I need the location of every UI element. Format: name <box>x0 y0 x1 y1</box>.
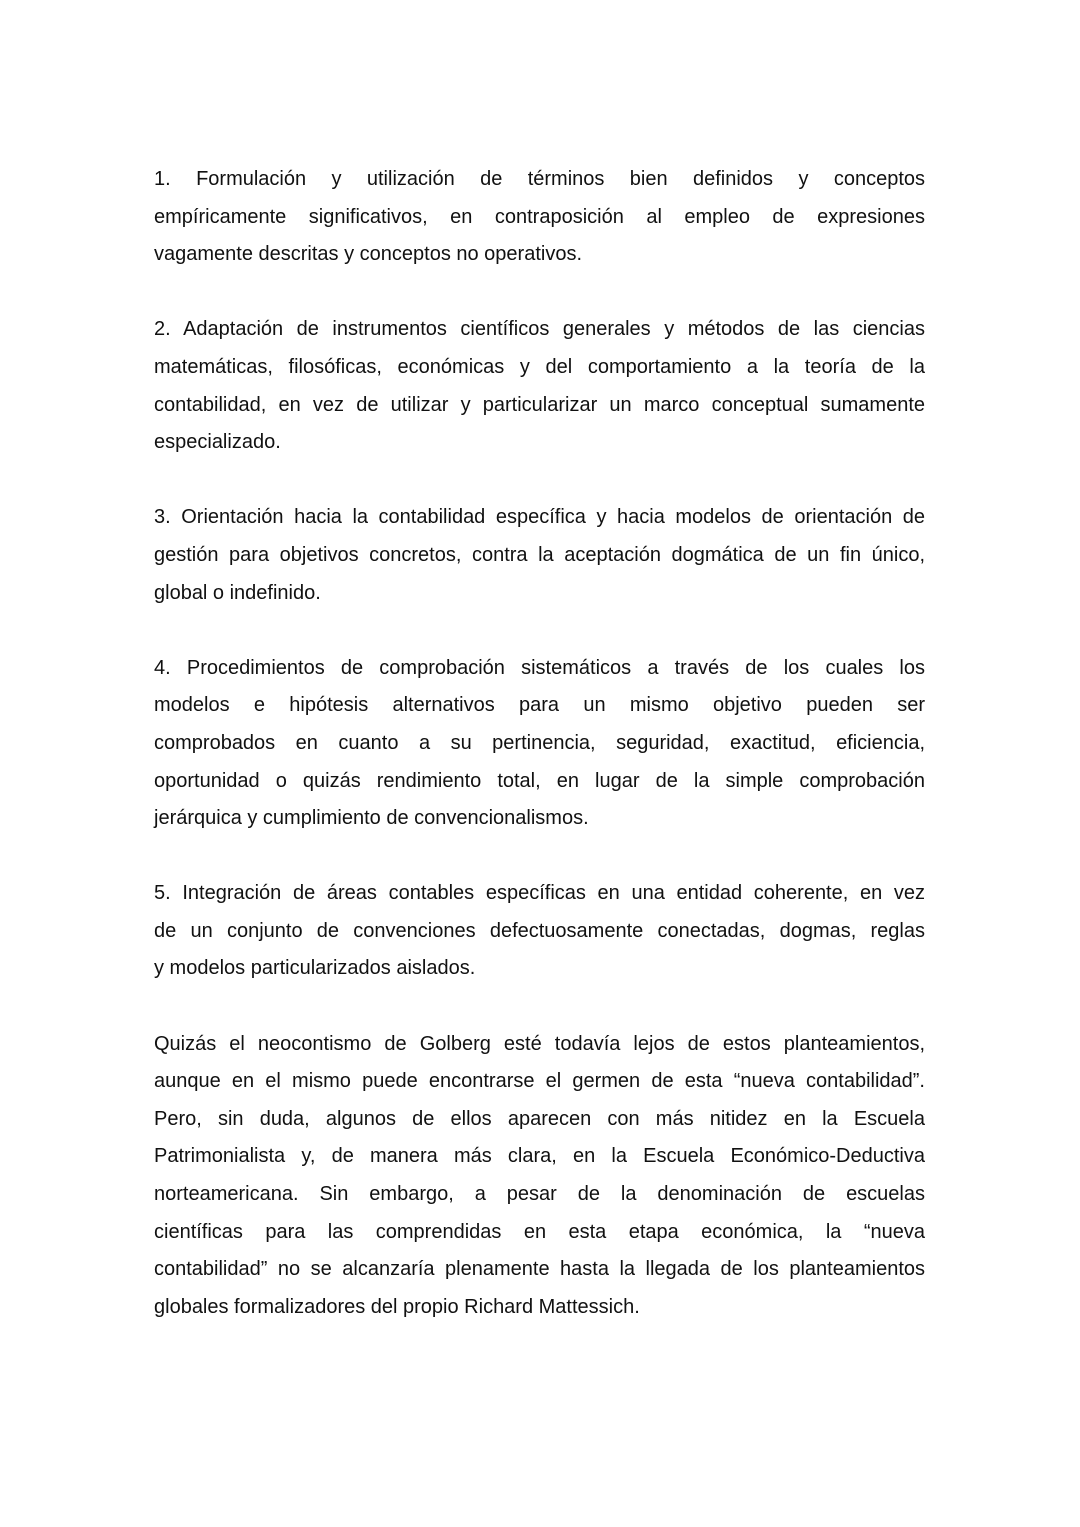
paragraph <box>154 650 925 838</box>
paragraph <box>154 499 925 612</box>
text-line: 4. Procedimientos de comprobación sistemáticos a través de los cuales los <box>154 656 925 679</box>
text-line: vagamente descritas y conceptos no operativos. <box>154 243 583 266</box>
text-line: 1. Formulación y utilización de términos bien definidos y conceptos <box>154 168 925 190</box>
paragraph <box>154 875 925 988</box>
text-line: aunque en el mismo puede encontrarse el germen de esta “nueva contabilidad”. <box>154 1070 925 1093</box>
text-line: de un conjunto de convenciones defectuosamente conectadas, dogmas, reglas <box>154 919 925 942</box>
text-line: gestión para objetivos concretos, contra la aceptación dogmática de un fin único, <box>154 543 925 566</box>
text-line: oportunidad o quizás rendimiento total, en lugar de la simple comprobación <box>154 769 925 792</box>
text-line: contabilidad, en vez de utilizar y particularizar un marco conceptual sumamente <box>154 393 925 416</box>
text-line: 5. Integración de áreas contables específicas en una entidad coherente, en vez <box>154 882 925 905</box>
text-line: modelos e hipótesis alternativos para un mismo objetivo pueden ser <box>154 694 925 717</box>
text-line: Pero, sin duda, algunos de ellos aparecen con más nitidez en la Escuela <box>154 1107 925 1130</box>
text-line: Patrimonialista y, de manera más clara, en la Escuela Económico-Deductiva <box>154 1145 925 1168</box>
text-line: empíricamente significativos, en contraposición al empleo de expresiones <box>154 205 925 228</box>
text-line: Quizás el neocontismo de Golberg esté todavía lejos de estos planteamientos, <box>154 1032 925 1055</box>
text-line: 2. Adaptación de instrumentos científicos generales y métodos de las ciencias <box>154 318 925 341</box>
paragraph <box>154 161 925 274</box>
text-line: globales formalizadores del propio Richard Mattessich. <box>154 1295 640 1318</box>
text-line: especializado. <box>154 431 281 454</box>
text-line: 3. Orientación hacia la contabilidad específica y hacia modelos de orientación de <box>154 506 925 529</box>
text-line: científicas para las comprendidas en esta etapa económica, la “nueva <box>154 1220 925 1243</box>
text-line: matemáticas, filosóficas, económicas y del comportamiento a la teoría de la <box>154 355 925 378</box>
paragraph <box>154 311 925 461</box>
text-line: global o indefinido. <box>154 581 321 604</box>
text-line: jerárquica y cumplimiento de convencionalismos. <box>154 807 589 830</box>
text-line: norteamericana. Sin embargo, a pesar de la denominación de escuelas <box>154 1183 925 1206</box>
document-page <box>154 161 925 1364</box>
text-line: y modelos particularizados aislados. <box>154 957 476 980</box>
text-line: comprobados en cuanto a su pertinencia, seguridad, exactitud, eficiencia, <box>154 731 925 754</box>
paragraph <box>154 1026 925 1327</box>
text-line: contabilidad” no se alcanzaría plenamente hasta la llegada de los planteamientos <box>154 1258 925 1281</box>
